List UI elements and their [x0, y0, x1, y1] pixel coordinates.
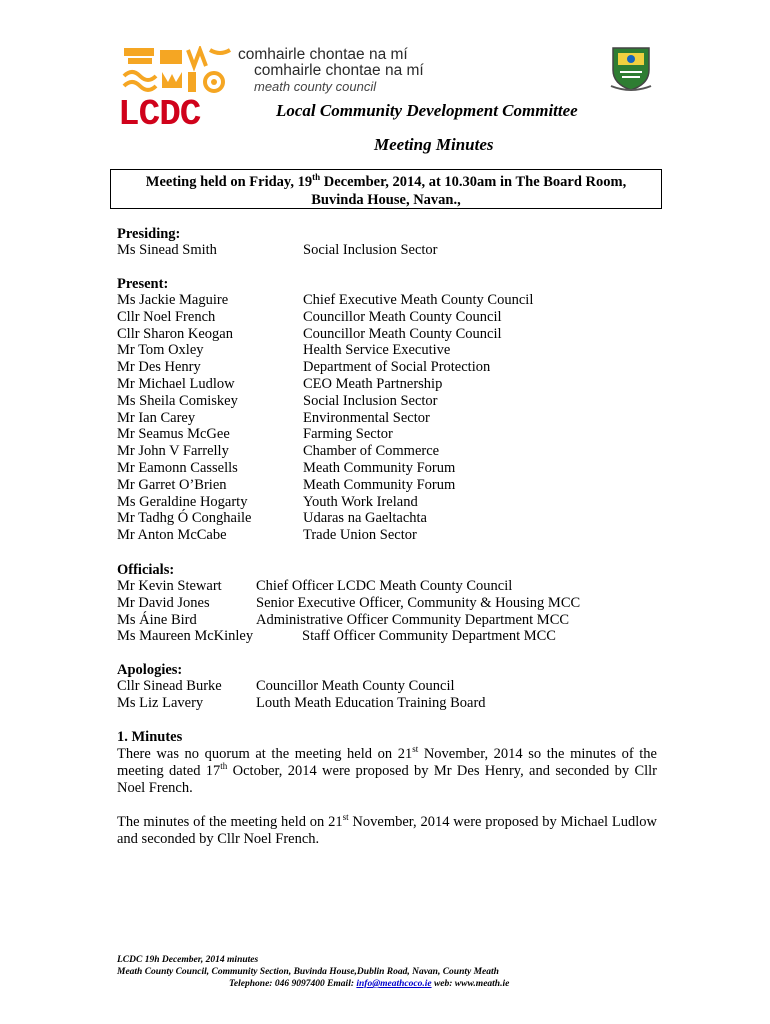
meeting-line2: Buvinda House, Navan., — [311, 192, 461, 208]
footer-web: web: www.meath.ie — [431, 979, 510, 989]
present-member-name: Mr Des Henry — [117, 359, 201, 376]
meeting-details-box — [110, 169, 662, 209]
officials-member-role: Staff Officer Community Department MCC — [302, 628, 556, 645]
apologies-member-role: Councillor Meath County Council — [256, 678, 455, 694]
present-member-name: Mr Tom Oxley — [117, 342, 204, 359]
footer-line2: Meath County Council, Community Section, Buvinda House,Dublin Road, Navan, County Meath — [117, 967, 499, 977]
present-member-role: Farming Sector — [303, 426, 393, 443]
present-member-name: Mr Eamonn Cassells — [117, 460, 238, 476]
present-member-role: Department of Social Protection — [303, 359, 491, 376]
officials-member-name: Ms Áine Bird — [117, 611, 197, 628]
officials-member-name: Ms Maureen McKinley — [117, 628, 254, 645]
officials-heading: Officials: — [117, 562, 175, 578]
minutes-p2-a: The minutes of the meeting held on 21 — [117, 814, 343, 830]
meeting-line1-suffix: December, 2014, at 10.30am in The Board Room, — [320, 174, 627, 190]
footer-line1: LCDC 19h December, 2014 minutes — [117, 955, 259, 965]
apologies-member-name: Cllr Sinead Burke — [117, 678, 222, 694]
present-member-name: Mr Michael Ludlow — [117, 376, 235, 392]
present-member-role: Trade Union Sector — [303, 527, 417, 544]
minutes-p1-sup2: th — [220, 761, 228, 772]
present-member-name: Ms Sheila Comiskey — [117, 392, 238, 409]
present-member-name: Mr Garret O’Brien — [117, 476, 227, 493]
org-name-line3: meath county council — [254, 79, 377, 94]
apologies-heading: Apologies: — [117, 662, 183, 678]
present-member-role: Udaras na Gaeltachta — [303, 510, 427, 527]
present-member-role: Chief Executive Meath County Council — [303, 292, 534, 308]
document-title: Local Community Development Committee — [276, 101, 578, 120]
present-member-role: Councillor Meath County Council — [303, 308, 502, 325]
present-member-name: Cllr Sharon Keogan — [117, 325, 233, 342]
present-member-role: Youth Work Ireland — [303, 493, 418, 510]
minutes-heading: 1. Minutes — [117, 729, 183, 745]
footer-line3 — [117, 978, 509, 990]
apologies-member-role: Louth Meath Education Training Board — [256, 694, 486, 711]
council-logo-icon — [122, 46, 234, 94]
officials-member-role: Administrative Officer Community Department MCC — [256, 611, 570, 628]
present-heading: Present: — [117, 276, 169, 292]
present-member-role: Meath Community Forum — [303, 460, 456, 476]
footer-telephone: Telephone: 046 9097400 Email: — [229, 979, 357, 989]
presiding-member-name: Ms Sinead Smith — [117, 242, 217, 258]
page-footer — [117, 954, 509, 990]
officials-member-role: Chief Officer LCDC Meath County Council — [256, 578, 513, 594]
present-member-name: Ms Geraldine Hogarty — [117, 493, 248, 510]
minutes-paragraph-1 — [117, 746, 657, 797]
lcdc-logo-text: LCDC — [118, 94, 201, 135]
officials-member-name: Mr David Jones — [117, 594, 210, 611]
minutes-p2-b: November, 2014 were proposed by Michael Ludlow and seconded by Cllr Noel French. — [117, 814, 657, 847]
present-member-name: Mr Tadhg Ó Conghaile — [117, 510, 252, 527]
minutes-p2-sup: st — [342, 812, 349, 823]
org-name-line1: comhairle chontae na mí — [238, 46, 408, 63]
county-crest-icon — [608, 44, 654, 92]
present-member-name: Mr Anton McCabe — [117, 527, 227, 544]
officials-member-role: Senior Executive Officer, Community & Housing MCC — [256, 594, 581, 611]
footer-email-link[interactable]: info@meathcoco.ie — [356, 979, 432, 989]
present-member-name: Mr Ian Carey — [117, 409, 196, 426]
minutes-p1-b: November, 2014 so the minutes of the meeting dated 17 — [117, 746, 657, 779]
present-member-name: Ms Jackie Maguire — [117, 292, 229, 308]
present-member-name: Cllr Noel French — [117, 308, 216, 325]
present-member-name: Mr Seamus McGee — [117, 426, 230, 443]
present-member-role: CEO Meath Partnership — [303, 376, 443, 392]
minutes-p1-a: There was no quorum at the meeting held on 21 — [117, 746, 413, 762]
meeting-line1-prefix: Meeting held on Friday, 19 — [145, 174, 313, 190]
meeting-date-sup: th — [312, 172, 321, 183]
presiding-member-role: Social Inclusion Sector — [303, 242, 438, 258]
officials-member-name: Mr Kevin Stewart — [117, 578, 222, 594]
present-member-role: Chamber of Commerce — [303, 443, 440, 460]
org-name-line2: comhairle chontae na mí — [254, 62, 424, 79]
minutes-p1-sup1: st — [412, 744, 419, 755]
document-subtitle: Meeting Minutes — [374, 135, 494, 154]
present-member-role: Social Inclusion Sector — [303, 392, 438, 409]
present-member-role: Health Service Executive — [303, 342, 451, 359]
minutes-p1-c: October, 2014 were proposed by Mr Des Henry, and seconded by Cllr Noel French. — [117, 763, 657, 796]
present-member-role: Meath Community Forum — [303, 476, 456, 493]
apologies-member-name: Ms Liz Lavery — [117, 694, 204, 711]
present-member-role: Councillor Meath County Council — [303, 325, 502, 342]
present-member-role: Environmental Sector — [303, 409, 430, 426]
minutes-paragraph-2 — [117, 814, 657, 848]
presiding-heading: Presiding: — [117, 226, 181, 242]
present-member-name: Mr John V Farrelly — [117, 443, 229, 460]
